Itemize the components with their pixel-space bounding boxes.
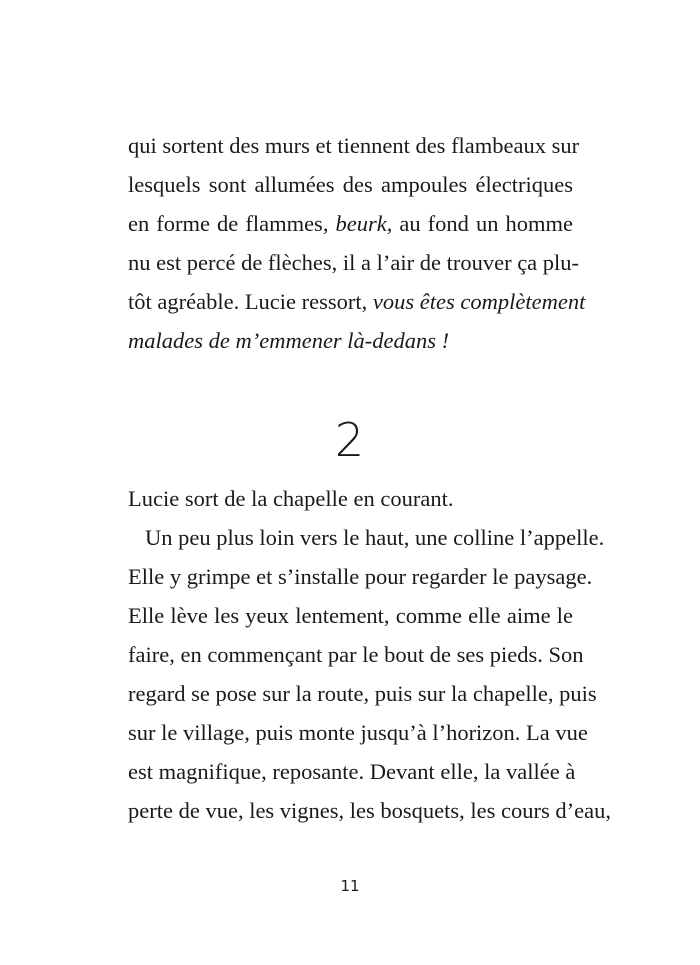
text-span: Elle y grimpe et s’installe pour regarder le paysage. [128, 564, 593, 589]
text-line [128, 131, 580, 161]
text-span: Elle lève les yeux lentement, comme elle aime le [128, 603, 573, 628]
text-span: en forme de flammes, [128, 211, 336, 236]
page-number: 11 [340, 877, 360, 895]
text-line [128, 796, 611, 826]
text-span: sur le village, puis monte jusqu’à l’horizon. La vue [128, 720, 588, 745]
text-span: lesquels sont allumées des ampoules électriques [128, 172, 573, 197]
text-span: regard se pose sur la route, puis sur la chapelle, puis [128, 681, 597, 706]
text-span: qui sortent des murs et tiennent des flambeaux sur [128, 133, 580, 158]
text-line [128, 170, 573, 200]
chapter-number: 2 [334, 413, 366, 467]
text-span: Lucie sort de la chapelle en courant. [128, 486, 454, 511]
text-line [128, 287, 586, 317]
text-line [128, 562, 593, 592]
text-line [128, 326, 573, 356]
text-line [128, 718, 588, 748]
italic-text: malades de m’emmener là-dedans ! [128, 328, 450, 353]
italic-text: vous êtes complètement [372, 289, 586, 314]
text-span: , au fond un homme [386, 211, 573, 236]
text-span: est magnifique, reposante. Devant elle, la vallée à [128, 759, 576, 784]
text-line [128, 523, 605, 553]
text-span: perte de vue, les vignes, les bosquets, les cours d’eau, [128, 798, 611, 823]
text-span: tôt agréable. Lucie ressort, [128, 289, 373, 314]
text-span: Un peu plus loin vers le haut, une colline l’appelle. [145, 525, 605, 550]
text-line [128, 484, 573, 514]
text-line [128, 757, 576, 787]
text-line [128, 209, 573, 239]
text-line [128, 601, 573, 631]
text-line [128, 248, 580, 278]
text-span: nu est percé de flèches, il a l’air de trouver ça plu- [128, 250, 580, 275]
italic-text: beurk [335, 211, 387, 236]
text-line [128, 640, 584, 670]
text-span: faire, en commençant par le bout de ses pieds. Son [128, 642, 584, 667]
text-line [128, 679, 597, 709]
